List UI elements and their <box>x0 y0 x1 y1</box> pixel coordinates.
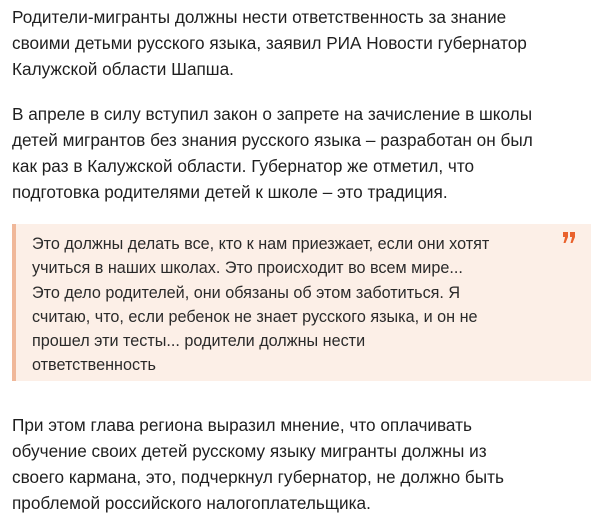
quote-line: Это дело родителей, они обязаны об этом заботиться. Я <box>32 283 461 302</box>
quote-line: учиться в наших школах. Это происходит во всем мире... <box>32 259 463 278</box>
paragraph-line: детей мигрантов без знания русского языка – разработан он был <box>12 130 533 150</box>
quote-line: прошел эти тесты... родители должны нести <box>32 332 366 351</box>
paragraph-line: как раз в Калужской области. Губернатор же отметил, что <box>12 156 475 176</box>
quote-mark-icon <box>561 230 577 246</box>
paragraph-line: Родители-мигранты должны нести ответственность за знание <box>12 7 507 27</box>
paragraph-intro <box>12 4 597 82</box>
quote-text <box>32 232 489 378</box>
paragraph-law <box>12 101 597 205</box>
quote-line: Это должны делать все, кто к нам приезжает, если они хотят <box>32 235 490 253</box>
quote-line: ответственность <box>32 356 156 375</box>
paragraph-line: Калужской области Шапша. <box>12 59 234 79</box>
paragraph-line: подготовка родителями детей к школе – это традиция. <box>12 182 448 202</box>
paragraph-line: своего кармана, это, подчеркнул губернатор, не должно быть <box>12 467 504 487</box>
paragraph-line: обучение своих детей русскому языку мигранты должны из <box>12 441 487 461</box>
paragraph-line: При этом глава региона выразил мнение, что оплачивать <box>12 415 472 435</box>
quote-line: считаю, что, если ребенок не знает русского языка, и он не <box>32 307 478 326</box>
paragraph-conclusion <box>12 412 597 515</box>
paragraph-line: своими детьми русского языка, заявил РИА Новости губернатор <box>12 33 527 53</box>
paragraph-line: проблемой российского налогоплательщика. <box>12 493 371 513</box>
paragraph-line: В апреле в силу вступил закон о запрете на зачисление в школы <box>12 104 533 124</box>
quote-block <box>12 224 591 381</box>
